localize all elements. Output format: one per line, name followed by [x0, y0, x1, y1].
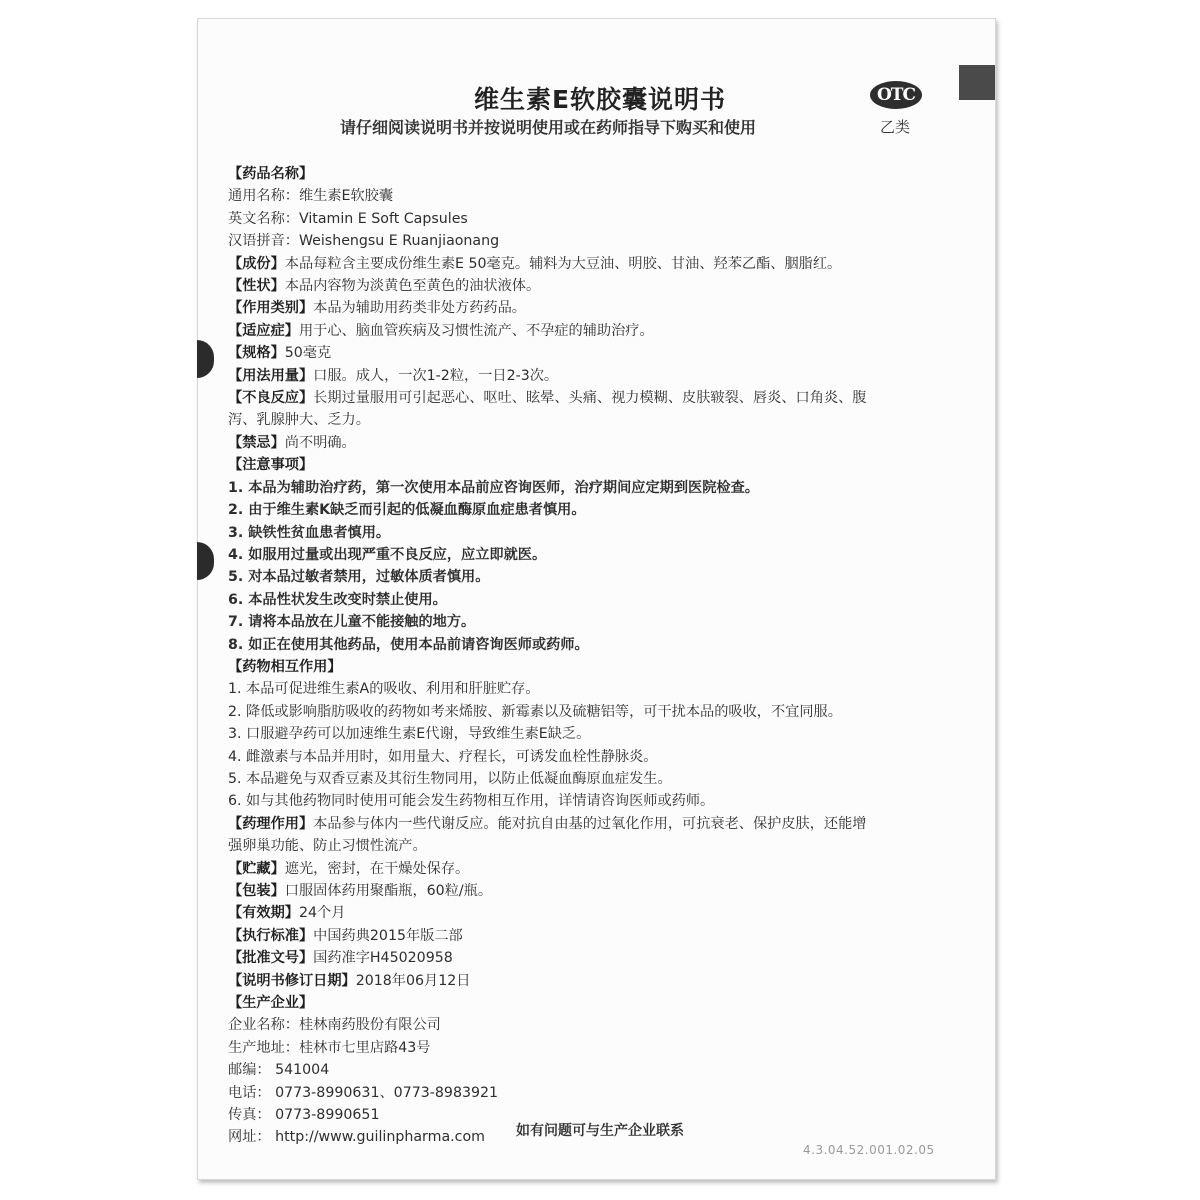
adverse-text: 长期过量服用可引起恶心、呕吐、眩晕、头痛、视力模糊、皮肤皲裂、唇炎、口角炎、腹 [313, 390, 867, 407]
precaution-item: 8. 如正在使用其他药品，使用本品前请咨询医师或药师。 [228, 636, 589, 653]
standard-text: 中国药典2015年版二部 [313, 927, 463, 944]
dosage-label: 【用法用量】 [228, 367, 314, 384]
precaution-item: 4. 如服用过量或出现严重不良反应，应立即就医。 [228, 546, 547, 563]
contraindication-text: 尚不明确。 [284, 434, 356, 451]
generic-name: 通用名称：维生素E软胶囊 [228, 188, 394, 205]
otc-badge: OTC [870, 81, 922, 109]
approval-row [228, 947, 968, 969]
leaflet-body [228, 163, 968, 1149]
manufacturer-heading: 【生产企业】 [228, 995, 314, 1012]
indication-text: 用于心、脑血管疾病及习惯性流产、不孕症的辅助治疗。 [298, 322, 654, 339]
validity-row [228, 902, 968, 924]
pinyin-name: 汉语拼音：Weishengsu E Ruanjiaonang [228, 233, 500, 250]
dosage-row [228, 365, 968, 387]
company-name: 企业名称：桂林南药股份有限公司 [228, 1017, 441, 1034]
spec-row [228, 342, 968, 364]
properties-row [228, 275, 968, 297]
standard-row [228, 925, 968, 947]
drug-name-heading: 【药品名称】 [228, 166, 314, 182]
properties-text: 本品内容物为淡黄色至黄色的油状液体。 [284, 278, 541, 295]
revision-text: 2018年06月12日 [355, 972, 471, 989]
precaution-item: 7. 请将本品放在儿童不能接触的地方。 [228, 614, 476, 631]
approval-text: 国药准字H45020958 [313, 950, 453, 967]
spec-label: 【规格】 [228, 345, 285, 362]
validity-text: 24个月 [298, 905, 346, 922]
properties-label: 【性状】 [228, 278, 285, 295]
interactions-heading: 【药物相互作用】 [228, 658, 342, 675]
interaction-item: 5. 本品避免与双香豆素及其衍生物同用，以防止低凝血酶原血症发生。 [228, 770, 672, 787]
otc-class-label: 乙类 [880, 118, 911, 136]
phone: 电话： 0773-8990631、0773-8983921 [228, 1084, 499, 1101]
precaution-item: 1. 本品为辅助治疗药，第一次使用本品前应咨询医师，治疗期间应定期到医院检查。 [228, 479, 759, 496]
contraindication-row [228, 432, 968, 454]
package-text: 口服固体药用聚酯瓶，60粒/瓶。 [284, 883, 493, 899]
precaution-item: 3. 缺铁性贫血患者慎用。 [228, 524, 391, 541]
category-label: 【作用类别】 [228, 300, 314, 317]
indication-label: 【适应症】 [228, 322, 299, 339]
storage-label: 【贮藏】 [228, 860, 285, 877]
composition-text: 本品每粒含主要成份维生素E 50毫克。辅料为大豆油、明胶、甘油、羟苯乙酯、胭脂红。 [284, 255, 842, 272]
contact-note: 如有问题可与生产企业联系 [516, 1123, 684, 1139]
interaction-item: 6. 如与其他药物同时使用可能会发生药物相互作用，详情请咨询医师或药师。 [228, 793, 715, 810]
revision-label: 【说明书修订日期】 [228, 972, 356, 989]
precaution-item: 6. 本品性状发生改变时禁止使用。 [228, 591, 447, 608]
interaction-item: 3. 口服避孕药可以加速维生素E代谢，导致维生素E缺乏。 [228, 726, 591, 743]
adverse-text-continued: 泻、乳腺肿大、乏力。 [228, 412, 370, 429]
category-row [228, 297, 968, 319]
interaction-item: 4. 雌激素与本品并用时，如用量大、疗程长，可诱发血栓性静脉炎。 [228, 748, 658, 765]
precaution-item: 5. 对本品过敏者禁用，过敏体质者慎用。 [228, 569, 490, 586]
package-label: 【包装】 [228, 883, 285, 899]
pharmacology-row [228, 813, 968, 835]
category-text: 本品为辅助用药类非处方药药品。 [313, 300, 526, 317]
document-title: 维生素E软胶囊说明书 [473, 85, 727, 114]
pharmacology-text-continued: 强卵巢功能、防止习惯性流产。 [228, 838, 427, 855]
postcode: 邮编： 541004 [228, 1062, 330, 1079]
dosage-text: 口服。成人，一次1-2粒，一日2-3次。 [313, 367, 559, 384]
revision-row [228, 970, 968, 992]
company-address: 生产地址：桂林市七里店路43号 [228, 1039, 431, 1056]
standard-label: 【执行标准】 [228, 927, 314, 944]
storage-row [228, 858, 968, 880]
usage-warning-subtitle: 请仔细阅读说明书并按说明使用或在药师指导下购买和使用 [340, 118, 757, 137]
composition-row [228, 253, 968, 275]
contraindication-label: 【禁忌】 [228, 434, 285, 451]
website-link[interactable]: 网址： http://www.guilinpharma.com [228, 1129, 485, 1146]
adverse-row [228, 387, 968, 409]
precaution-item: 2. 由于维生素K缺乏而引起的低凝血酶原血症患者慎用。 [228, 502, 586, 519]
precautions-heading: 【注意事项】 [228, 457, 314, 474]
validity-label: 【有效期】 [228, 905, 299, 922]
composition-label: 【成份】 [228, 255, 285, 272]
fax: 传真： 0773-8990651 [228, 1107, 380, 1124]
interaction-item: 2. 降低或影响脂肪吸收的药物如考来烯胺、新霉素以及硫糖铝等，可干扰本品的吸收，不宜同服。 [228, 703, 842, 720]
package-row [228, 880, 968, 902]
storage-text: 遮光，密封，在干燥处保存。 [284, 860, 470, 877]
document-code: 4.3.04.52.001.02.05 [803, 1143, 935, 1157]
approval-label: 【批准文号】 [228, 950, 314, 967]
interaction-item: 1. 本品可促进维生素A的吸收、利用和肝脏贮存。 [228, 681, 540, 698]
indication-row [228, 320, 968, 342]
pharmacology-text: 本品参与体内一些代谢反应。能对抗自由基的过氧化作用，可抗衰老、保护皮肤，还能增 [313, 815, 867, 832]
spec-text: 50毫克 [284, 345, 332, 362]
adverse-label: 【不良反应】 [228, 390, 314, 407]
english-name: 英文名称：Vitamin E Soft Capsules [228, 210, 468, 227]
pharmacology-label: 【药理作用】 [228, 815, 314, 832]
